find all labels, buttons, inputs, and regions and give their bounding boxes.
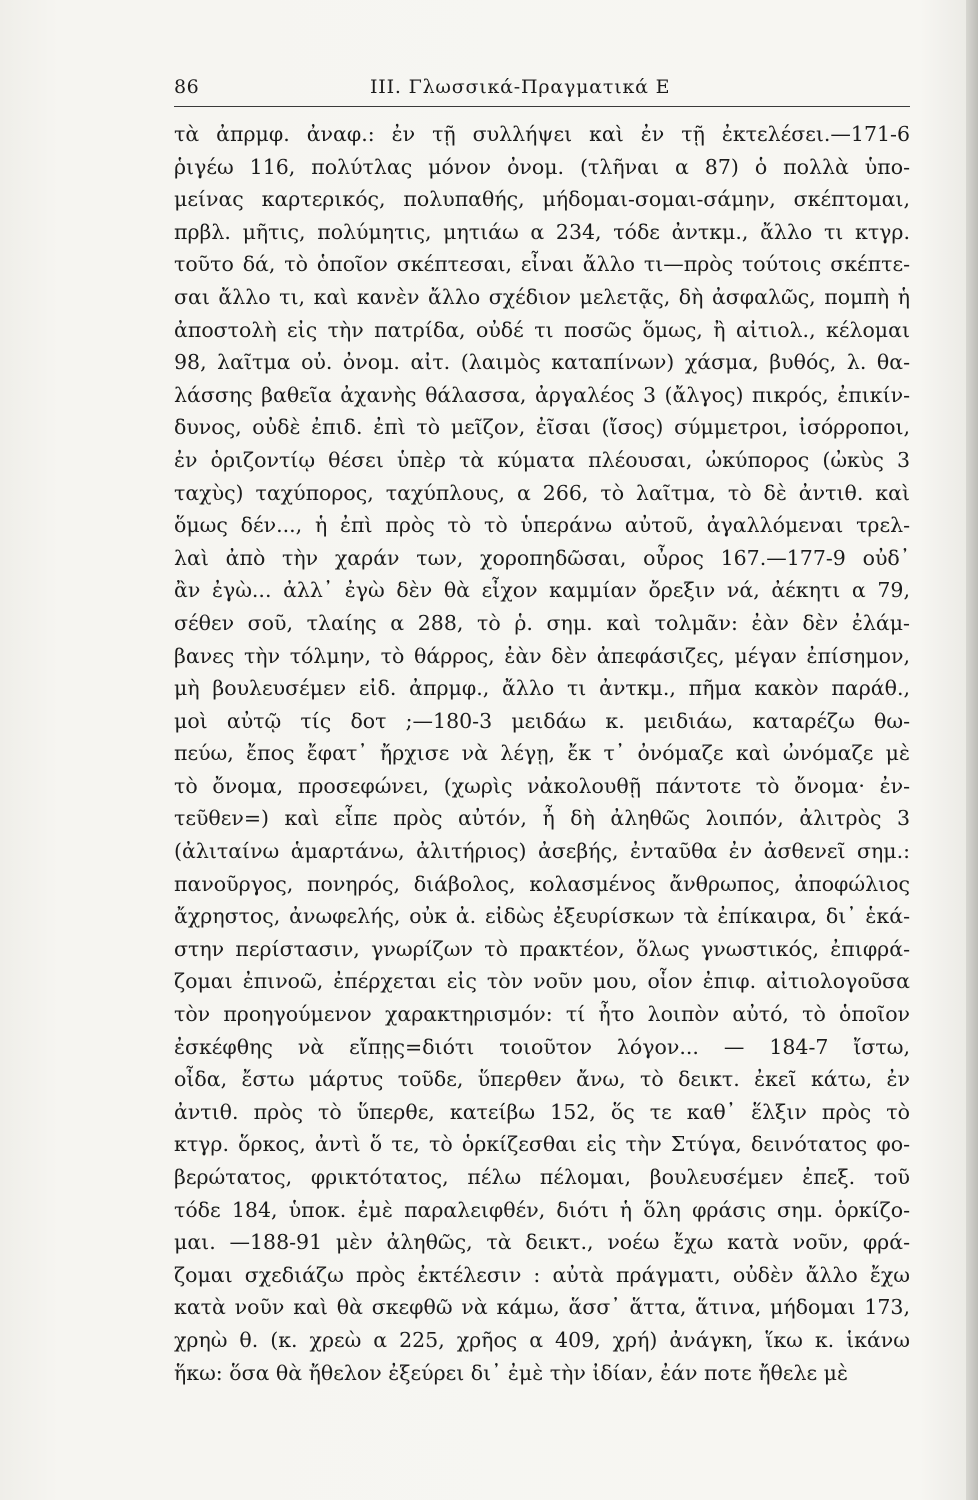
body-text xyxy=(174,118,910,1389)
text-line: στην περίστασιν, γνωρίζων τὸ πρακτέον, ὅλως γνωστικός, ἐπιφρά- xyxy=(174,936,910,961)
text-line: τὸν προηγούμενον χαρακτηρισμόν: τί ἦτο λοιπὸν αὐτό, τὸ ὁποῖον xyxy=(174,1002,910,1027)
text-line: χρηὼ θ. (κ. χρεὼ α 225, χρῆος α 409, χρή) ἀνάγκη, ἵκω κ. ἱκάνω xyxy=(174,1327,910,1352)
text-line: τὰ ἀπρμφ. ἀναφ.: ἐν τῇ συλλήψει καὶ ἐν τῇ ἐκτελέσει.—171-6 xyxy=(174,122,910,146)
text-line: πρβλ. μῆτις, πολύμητις, μητιάω α 234, τόδε ἀντκμ., ἄλλο τι κτγρ. xyxy=(174,219,910,244)
text-line: βερώτατος, φρικτότατος, πέλω πέλομαι, βουλευσέμεν ἐπεξ. τοῦ xyxy=(174,1165,910,1189)
text-line: (ἀλιταίνω ἁμαρτάνω, ἀλιτήριος) ἀσεβής, ἐνταῦθα ἐν ἀσθενεῖ σημ.: xyxy=(174,839,910,864)
header-rule xyxy=(174,106,910,107)
text-line: 98, λαῖτμα οὐ. ὀνομ. αἰτ. (λαιμὸς καταπίνων) χάσμα, βυθός, λ. θα- xyxy=(174,350,910,375)
text-line: ἀντιθ. πρὸς τὸ ὕπερθε, κατείβω 152, ὅς τε καθ᾽ ἕλξιν πρὸς τὸ xyxy=(174,1099,910,1124)
text-line: μὴ βουλευσέμεν εἰδ. ἀπρμφ., ἄλλο τι ἀντκμ., πῆμα κακὸν παράθ., xyxy=(174,676,910,701)
text-line: ἐσκέφθης νὰ εἴπῃς=διότι τοιοῦτον λόγον... — 184-7 ἴστω, xyxy=(174,1034,910,1059)
text-line: τὸ ὄνομα, προσεφώνει, (χωρὶς νἀκολουθῇ πάντοτε τὸ ὄνομα· ἐν- xyxy=(174,773,910,798)
text-line: ὅμως δέν..., ἡ ἐπὶ πρὸς τὸ τὸ ὑπεράνω αὐτοῦ, ἀγαλλόμεναι τρελ- xyxy=(174,513,910,538)
text-line: μείνας καρτερικός, πολυπαθής, μήδομαι-σομαι-σάμην, σκέπτομαι, xyxy=(174,187,910,212)
text-line: ἂν ἐγὼ... ἀλλ᾽ ἐγὼ δὲν θὰ εἶχον καμμίαν ὄρεξιν νά, ἀέκητι α 79, xyxy=(174,578,910,603)
text-line: ἥκω: ὅσα θὰ ἤθελον ἐξεύρει δι᾽ ἐμὲ τὴν ἰδίαν, ἐάν ποτε ἤθελε μὲ xyxy=(174,1360,848,1385)
text-line: λάσσης βαθεῖα ἀχανὴς θάλασσα, ἀργαλέος 3 (ἄλγος) πικρός, ἐπικίν- xyxy=(174,382,910,407)
text-line: βανες τὴν τόλμην, τὸ θάρρος, ἐὰν δὲν ἀπεφάσιζες, μέγαν ἐπίσημον, xyxy=(174,643,910,668)
page-header xyxy=(174,74,910,104)
text-line: δυνος, οὐδὲ ἐπιδ. ἐπὶ τὸ μεῖζον, ἐῖσαι (ἴσος) σύμμετροι, ἰσόρροποι, xyxy=(174,415,910,440)
text-line: πεύω, ἔπος ἔφατ᾽ ἤρχισε νὰ λέγῃ, ἔκ τ᾽ ὀνόμαζε καὶ ὠνόμαζε μὲ xyxy=(174,741,910,766)
page-edge xyxy=(966,0,978,1500)
text-line: σαι ἄλλο τι, καὶ κανὲν ἄλλο σχέδιον μελετᾷς, δὴ ἀσφαλῶς, πομπὴ ἡ xyxy=(174,284,910,309)
text-line: ἀποστολὴ εἰς τὴν πατρίδα, οὐδέ τι ποσῶς ὅμως, ἢ αἰτιολ., κέλομαι xyxy=(174,317,910,342)
text-line: τεῦθεν=) καὶ εἶπε πρὸς αὐτόν, ἦ δὴ ἀληθῶς λοιπόν, ἀλιτρὸς 3 xyxy=(174,806,910,831)
text-line: τοῦτο δά, τὸ ὁποῖον σκέπτεσαι, εἶναι ἄλλο τι—πρὸς τούτοις σκέπτε- xyxy=(174,252,910,277)
text-line: πανοῦργος, πονηρός, διάβολος, κολασμένος ἄνθρωπος, ἀποφώλιος xyxy=(174,871,910,896)
text-line: μαι. —188-91 μὲν ἀληθῶς, τὰ δεικτ., νοέω ἔχω κατὰ νοῦν, φρά- xyxy=(174,1230,910,1255)
text-line: τόδε 184, ὑποκ. ἐμὲ παραλειφθέν, διότι ἡ ὅλη φράσις σημ. ὁρκίζο- xyxy=(174,1197,910,1222)
text-line: σέθεν σοῦ, τλαίης α 288, τὸ ῥ. σημ. καὶ τολμᾶν: ἐὰν δὲν ἐλάμ- xyxy=(174,610,910,635)
text-line: λαὶ ἀπὸ τὴν χαράν των, χοροπηδῶσαι, οὖρος 167.—177-9 οὐδ᾽ xyxy=(174,545,910,570)
running-head: ΙΙΙ. Γλωσσικά-Πραγματικά Ε xyxy=(370,76,671,98)
text-line: μοὶ αὐτῷ τίς δοτ ;—180-3 μειδάω κ. μειδιάω, καταρέζω θω- xyxy=(174,708,910,733)
text-line: ζομαι ἐπινοῶ, ἐπέρχεται εἰς τὸν νοῦν μου, οἷον ἐπιφ. αἰτιολογοῦσα xyxy=(174,969,910,994)
text-line: ῥιγέω 116, πολύτλας μόνον ὀνομ. (τλῆναι α 87) ὁ πολλὰ ὑπο- xyxy=(174,154,910,179)
text-line: οἶδα, ἔστω μάρτυς τοῦδε, ὕπερθεν ἄνω, τὸ δεικτ. ἐκεῖ κάτω, ἐν xyxy=(174,1067,910,1092)
text-line: ταχὺς) ταχύπορος, ταχύπλους, α 266, τὸ λαῖτμα, τὸ δὲ ἀντιθ. καὶ xyxy=(174,480,910,505)
text-line: ἄχρηστος, ἀνωφελής, οὐκ ἀ. εἰδὼς ἐξευρίσκων τὰ ἐπίκαιρα, δι᾽ ἑκά- xyxy=(174,904,910,929)
text-line: κτγρ. ὅρκος, ἀντὶ ὅ τε, τὸ ὁρκίζεσθαι εἰς τὴν Στύγα, δεινότατος φο- xyxy=(174,1132,910,1157)
text-line: κατὰ νοῦν καὶ θὰ σκεφθῶ νὰ κάμω, ἅσσ᾽ ἅττα, ἅτινα, μήδομαι 173, xyxy=(174,1295,910,1320)
text-line: ζομαι σχεδιάζω πρὸς ἐκτέλεσιν : αὐτὰ πράγματι, οὐδὲν ἄλλο ἔχω xyxy=(174,1262,910,1287)
page-number: 86 xyxy=(174,76,200,98)
text-line: ἐν ὁριζοντίῳ θέσει ὑπὲρ τὰ κύματα πλέουσαι, ὠκύπορος (ὠκὺς 3 xyxy=(174,447,910,472)
